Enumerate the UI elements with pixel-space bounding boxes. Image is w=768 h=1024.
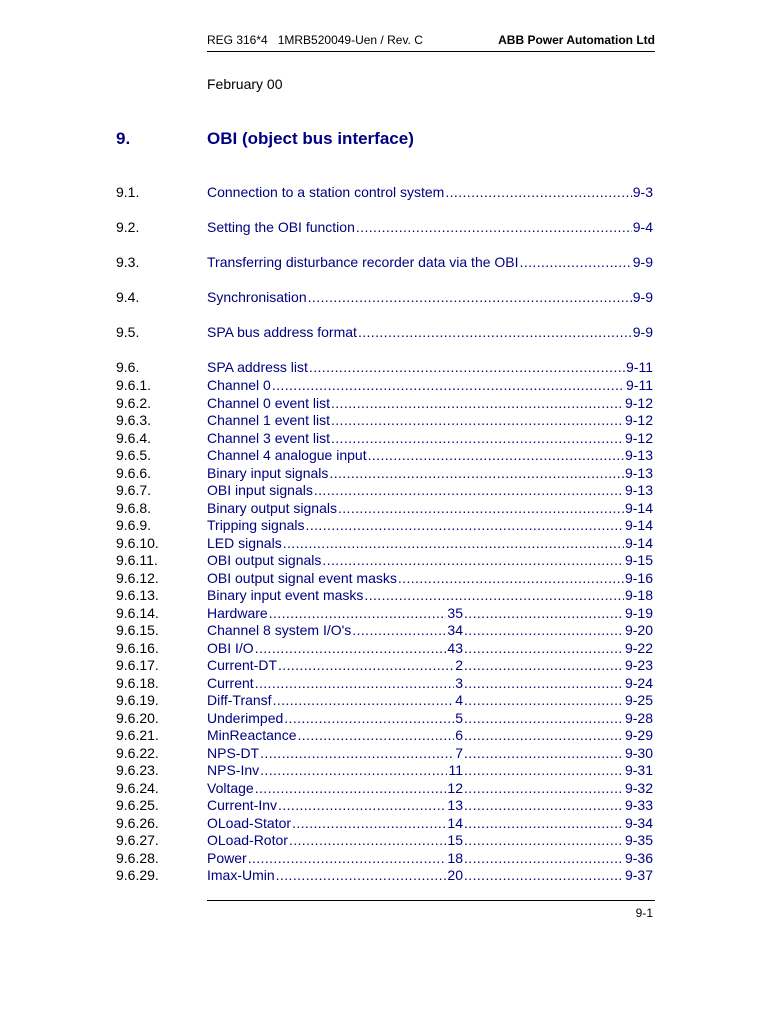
toc-entry-page: 9-34 <box>624 814 653 831</box>
toc-entry-number: 9.6. <box>116 359 140 375</box>
toc-entry[interactable] <box>0 552 768 569</box>
toc-entry-number: 9.6.2. <box>116 394 152 411</box>
toc-entry[interactable] <box>0 535 768 552</box>
toc-entry-title: Current-DT <box>207 657 278 673</box>
toc-entry-title: Connection to a station control system <box>207 184 445 200</box>
toc-entry-title: NPS-DT <box>207 744 260 761</box>
toc-entry-number: 9.6.6. <box>116 464 152 481</box>
toc-leader-dots <box>464 780 624 797</box>
toc-leader-dots <box>464 675 624 692</box>
toc-entry[interactable] <box>0 727 768 744</box>
toc-leader-dots <box>464 867 624 884</box>
toc-entry-title: Setting the OBI function <box>207 219 355 235</box>
toc-entry-title: Channel 4 analogue input <box>207 447 367 463</box>
toc-entry-page: 9-32 <box>624 779 653 796</box>
toc-entry-number: 9.6.29. <box>116 867 159 883</box>
toc-entry-number: 9.6.19. <box>116 692 159 708</box>
toc-entry-address: 35 <box>447 604 463 621</box>
toc-leader-dots <box>464 727 624 744</box>
toc-leader-dots <box>292 815 446 832</box>
toc-entry-number: 9.6.27. <box>116 832 159 848</box>
toc-entry-page: 9-12 <box>624 394 653 411</box>
toc-entry-link[interactable] <box>207 797 653 814</box>
toc-entry[interactable] <box>0 412 768 429</box>
toc-leader-dots <box>283 535 624 552</box>
toc-entry-page: 9-13 <box>624 447 653 463</box>
toc-entry[interactable] <box>0 657 768 674</box>
toc-entry-link[interactable] <box>207 605 653 622</box>
toc-entry[interactable] <box>0 710 768 727</box>
toc-leader-dots <box>248 850 447 867</box>
toc-entry-title: Synchronisation <box>207 289 307 305</box>
toc-entry-number: 9.6.11. <box>116 552 158 568</box>
toc-leader-dots <box>329 465 624 482</box>
toc-entry[interactable] <box>0 219 768 236</box>
toc-entry-title: Channel 3 event list <box>207 429 330 446</box>
toc-entry-title: OBI output signal event masks <box>207 569 397 586</box>
toc-entry-link[interactable] <box>207 447 653 464</box>
toc-leader-dots <box>464 762 624 779</box>
toc-leader-dots <box>276 867 447 884</box>
toc-entry-title: Transferring disturbance recorder data via the OBI <box>207 254 519 270</box>
toc-entry-link[interactable] <box>207 570 653 587</box>
toc-entry-number: 9.6.12. <box>116 569 159 586</box>
toc-entry-link[interactable] <box>207 657 653 674</box>
toc-entry[interactable] <box>0 359 768 376</box>
toc-entry[interactable] <box>0 482 768 499</box>
header-document-id: REG 316*4 1MRB520049-Uen / Rev. C <box>207 33 423 47</box>
toc-leader-dots <box>260 745 454 762</box>
toc-leader-dots <box>272 377 625 394</box>
toc-entry-address: 5 <box>455 709 463 726</box>
toc-entry-link[interactable] <box>207 622 653 639</box>
toc-entry[interactable] <box>0 570 768 587</box>
toc-leader-dots <box>298 727 455 744</box>
toc-entry-number: 9.6.26. <box>116 814 159 831</box>
toc-entry-page: 9-15 <box>624 552 653 568</box>
toc-entry-link[interactable] <box>207 692 653 709</box>
toc-leader-dots <box>278 797 446 814</box>
toc-entry[interactable] <box>0 605 768 622</box>
toc-entry-address: 18 <box>447 849 463 866</box>
toc-leader-dots <box>358 324 632 341</box>
toc-entry-link[interactable] <box>207 640 653 657</box>
toc-entry-link[interactable] <box>207 289 653 306</box>
toc-entry-number: 9.6.14. <box>116 604 159 621</box>
toc-entry-link[interactable] <box>207 184 653 201</box>
toc-leader-dots <box>278 657 454 674</box>
toc-leader-dots <box>445 184 631 201</box>
toc-entry-page: 9-24 <box>624 674 653 691</box>
toc-entry-number: 9.6.16. <box>116 639 159 656</box>
toc-leader-dots <box>464 850 624 867</box>
toc-entry-title: Diff-Transf <box>207 692 272 708</box>
toc-entry-link[interactable] <box>207 254 653 271</box>
toc-entry-page: 9-20 <box>624 622 653 638</box>
toc-leader-dots <box>322 552 624 569</box>
toc-entry-title: Current <box>207 674 254 691</box>
toc-entry-link[interactable] <box>207 780 653 797</box>
toc-leader-dots <box>368 447 624 464</box>
toc-entry-page: 9-9 <box>632 254 653 270</box>
toc-entry-link[interactable] <box>207 395 653 412</box>
toc-entry-page: 9-11 <box>626 359 653 375</box>
toc-entry-title: Channel 0 event list <box>207 394 330 411</box>
toc-entry-number: 9.6.23. <box>116 762 159 778</box>
toc-leader-dots <box>309 359 625 376</box>
toc-leader-dots <box>289 832 446 849</box>
toc-entry-link[interactable] <box>207 482 653 499</box>
toc-entry-number: 9.3. <box>116 254 140 270</box>
chapter-title: OBI (object bus interface) <box>207 129 414 148</box>
toc-entry-page: 9-9 <box>632 289 653 305</box>
toc-entry-page: 9-14 <box>624 499 653 516</box>
toc-entry[interactable] <box>0 500 768 517</box>
toc-entry-page: 9-36 <box>624 849 653 866</box>
toc-entry-link[interactable] <box>207 675 653 692</box>
toc-leader-dots <box>464 815 624 832</box>
toc-leader-dots <box>308 289 632 306</box>
toc-entry-link[interactable] <box>207 500 653 517</box>
toc-entry-link[interactable] <box>207 517 653 534</box>
toc-entry[interactable] <box>0 850 768 867</box>
toc-entry[interactable] <box>0 377 768 394</box>
toc-entry-link[interactable] <box>207 430 653 447</box>
toc-entry-number: 9.6.24. <box>116 779 159 796</box>
toc-leader-dots <box>306 517 624 534</box>
toc-entry-page: 9-37 <box>624 867 653 883</box>
toc-entry-page: 9-14 <box>624 534 653 551</box>
toc-entry[interactable] <box>0 867 768 884</box>
toc-entry-title: Current-Inv <box>207 797 278 813</box>
toc-entry[interactable] <box>0 254 768 271</box>
toc-entry-title: Voltage <box>207 779 254 796</box>
toc-entry[interactable] <box>0 622 768 639</box>
toc-entry-page: 9-16 <box>624 569 653 586</box>
chapter-number: 9. <box>116 129 131 148</box>
toc-leader-dots <box>284 710 454 727</box>
toc-entry-page: 9-19 <box>624 604 653 621</box>
toc-entry[interactable] <box>0 675 768 692</box>
toc-entry-number: 9.6.4. <box>116 429 152 446</box>
toc-entry-number: 9.6.18. <box>116 674 159 691</box>
toc-leader-dots <box>464 692 624 709</box>
toc-leader-dots <box>269 605 447 622</box>
document-date: February 00 <box>207 76 283 92</box>
toc-entry-page: 9-9 <box>632 324 653 340</box>
toc-entry-number: 9.6.21. <box>116 727 159 743</box>
toc-entry[interactable] <box>0 640 768 657</box>
toc-entry-address: 14 <box>447 814 463 831</box>
toc-leader-dots <box>331 430 624 447</box>
toc-entry-address: 4 <box>455 692 463 708</box>
toc-entry-number: 9.6.22. <box>116 744 159 761</box>
header-company: ABB Power Automation Ltd <box>498 33 655 47</box>
toc-entry-title: OBI output signals <box>207 552 322 568</box>
toc-entry-title: Binary input signals <box>207 464 329 481</box>
toc-entry[interactable] <box>0 465 768 482</box>
toc-entry-number: 9.6.9. <box>116 517 152 533</box>
toc-leader-dots <box>464 622 624 639</box>
toc-entry-link[interactable] <box>207 745 653 762</box>
toc-entry-link[interactable] <box>207 412 653 429</box>
toc-entry[interactable] <box>0 797 768 814</box>
toc-entry-page: 9-11 <box>626 377 653 393</box>
toc-entry-page: 9-13 <box>624 482 653 498</box>
toc-entry[interactable] <box>0 184 768 201</box>
toc-entry[interactable] <box>0 517 768 534</box>
toc-entry-page: 9-3 <box>632 184 653 200</box>
toc-entry-link[interactable] <box>207 219 653 236</box>
toc-entry-number: 9.6.5. <box>116 447 152 463</box>
footer-page-number: 9-1 <box>635 906 653 920</box>
toc-leader-dots <box>255 780 447 797</box>
toc-entry-number: 9.6.8. <box>116 499 152 516</box>
toc-entry-number: 9.6.25. <box>116 797 159 813</box>
toc-entry-page: 9-22 <box>624 639 653 656</box>
toc-entry-link[interactable] <box>207 815 653 832</box>
footer-rule <box>207 900 655 901</box>
toc-entry-number: 9.6.3. <box>116 412 152 428</box>
toc-entry-link[interactable] <box>207 587 653 604</box>
toc-entry-page: 9-30 <box>624 744 653 761</box>
toc-entry-title: Binary input event masks <box>207 587 364 603</box>
toc-entry[interactable] <box>0 762 768 779</box>
toc-entry[interactable] <box>0 289 768 306</box>
toc-entry-address: 12 <box>447 779 463 796</box>
toc-leader-dots <box>352 622 446 639</box>
toc-entry-title: SPA bus address format <box>207 324 357 340</box>
toc-entry-page: 9-13 <box>624 464 653 481</box>
toc-entry-number: 9.6.10. <box>116 534 159 551</box>
toc-entry-title: Channel 1 event list <box>207 412 330 428</box>
toc-leader-dots <box>273 692 455 709</box>
toc-entry-link[interactable] <box>207 465 653 482</box>
toc-entry-link[interactable] <box>207 727 653 744</box>
toc-leader-dots <box>398 570 624 587</box>
toc-entry-address: 15 <box>447 832 463 848</box>
toc-entry-number: 9.1. <box>116 184 140 200</box>
toc-leader-dots <box>520 254 632 271</box>
toc-entry-number: 9.6.28. <box>116 849 159 866</box>
toc-entry-number: 9.6.17. <box>116 657 159 673</box>
toc-entry-title: OBI I/O <box>207 639 254 656</box>
toc-entry-link[interactable] <box>207 552 653 569</box>
toc-leader-dots <box>364 587 624 604</box>
toc-leader-dots <box>464 745 624 762</box>
toc-entry-link[interactable] <box>207 377 653 394</box>
toc-entry-number: 9.6.15. <box>116 622 159 638</box>
toc-leader-dots <box>255 675 455 692</box>
header-rule <box>207 51 655 52</box>
toc-entry[interactable] <box>0 587 768 604</box>
toc-entry-title: LED signals <box>207 534 282 551</box>
toc-entry[interactable] <box>0 692 768 709</box>
toc-entry-title: OLoad-Rotor <box>207 832 288 848</box>
toc-entry-address: 7 <box>455 744 463 761</box>
toc-entry-title: NPS-Inv <box>207 762 260 778</box>
toc-entry-number: 9.6.20. <box>116 709 159 726</box>
toc-entry-page: 9-14 <box>624 517 653 533</box>
toc-leader-dots <box>331 395 624 412</box>
toc-entry-page: 9-25 <box>624 692 653 708</box>
toc-entry-page: 9-23 <box>624 657 653 673</box>
toc-entry-link[interactable] <box>207 832 653 849</box>
toc-entry-title: Channel 0 <box>207 377 271 393</box>
toc-leader-dots <box>338 500 624 517</box>
toc-entry-page: 9-35 <box>624 832 653 848</box>
toc-entry[interactable] <box>0 780 768 797</box>
toc-entry[interactable] <box>0 430 768 447</box>
toc-leader-dots <box>464 640 624 657</box>
toc-leader-dots <box>464 797 624 814</box>
toc-entry-address: 6 <box>455 727 463 743</box>
toc-entry-title: Tripping signals <box>207 517 305 533</box>
toc-entry-page: 9-29 <box>624 727 653 743</box>
toc-entry-page: 9-28 <box>624 709 653 726</box>
toc-leader-dots <box>464 832 624 849</box>
toc-entry-page: 9-18 <box>624 587 653 603</box>
toc-entry-link[interactable] <box>207 867 653 884</box>
toc-entry-number: 9.6.1. <box>116 377 152 393</box>
toc-leader-dots <box>331 412 624 429</box>
toc-entry-page: 9-4 <box>632 219 653 235</box>
toc-entry-title: SPA address list <box>207 359 308 375</box>
toc-entry-address: 43 <box>447 639 463 656</box>
toc-entry[interactable] <box>0 832 768 849</box>
toc-entry[interactable] <box>0 324 768 341</box>
toc-leader-dots <box>356 219 632 236</box>
toc-entry[interactable] <box>0 815 768 832</box>
toc-leader-dots <box>255 640 447 657</box>
toc-entry-link[interactable] <box>207 850 653 867</box>
toc-entry-title: Channel 8 system I/O's <box>207 622 352 638</box>
toc-leader-dots <box>464 605 624 622</box>
toc-entry-page: 9-31 <box>624 762 653 778</box>
toc-leader-dots <box>314 482 624 499</box>
toc-entry[interactable] <box>0 447 768 464</box>
toc-entry-number: 9.2. <box>116 219 140 235</box>
toc-entry-page: 9-12 <box>624 429 653 446</box>
toc-entry-title: Hardware <box>207 604 268 621</box>
toc-entry-number: 9.6.7. <box>116 482 152 498</box>
toc-entry-title: OLoad-Stator <box>207 814 292 831</box>
toc-entry[interactable] <box>0 745 768 762</box>
toc-entry-link[interactable] <box>207 535 653 552</box>
toc-entry-title: Underimped <box>207 709 284 726</box>
toc-entry-address: 3 <box>455 674 463 691</box>
toc-entry-address: 13 <box>447 797 463 813</box>
toc-entry-number: 9.5. <box>116 324 140 340</box>
toc-entry-title: Imax-Umin <box>207 867 275 883</box>
toc-entry-link[interactable] <box>207 324 653 341</box>
toc-entry-page: 9-33 <box>624 797 653 813</box>
toc-entry-address: 11 <box>448 762 463 778</box>
toc-entry-page: 9-12 <box>624 412 653 428</box>
toc-entry-link[interactable] <box>207 762 653 779</box>
toc-entry-link[interactable] <box>207 710 653 727</box>
toc-entry-number: 9.4. <box>116 289 140 305</box>
toc-leader-dots <box>464 710 624 727</box>
toc-entry[interactable] <box>0 395 768 412</box>
toc-leader-dots <box>464 657 624 674</box>
toc-entry-title: MinReactance <box>207 727 297 743</box>
toc-entry-link[interactable] <box>207 359 653 376</box>
toc-entry-number: 9.6.13. <box>116 587 159 603</box>
toc-entry-title: Power <box>207 849 247 866</box>
toc-entry-address: 20 <box>447 867 463 883</box>
toc-entry-title: Binary output signals <box>207 499 337 516</box>
toc-leader-dots <box>260 762 447 779</box>
toc-entry-title: OBI input signals <box>207 482 313 498</box>
toc-entry-address: 34 <box>447 622 463 638</box>
toc-entry-address: 2 <box>455 657 463 673</box>
